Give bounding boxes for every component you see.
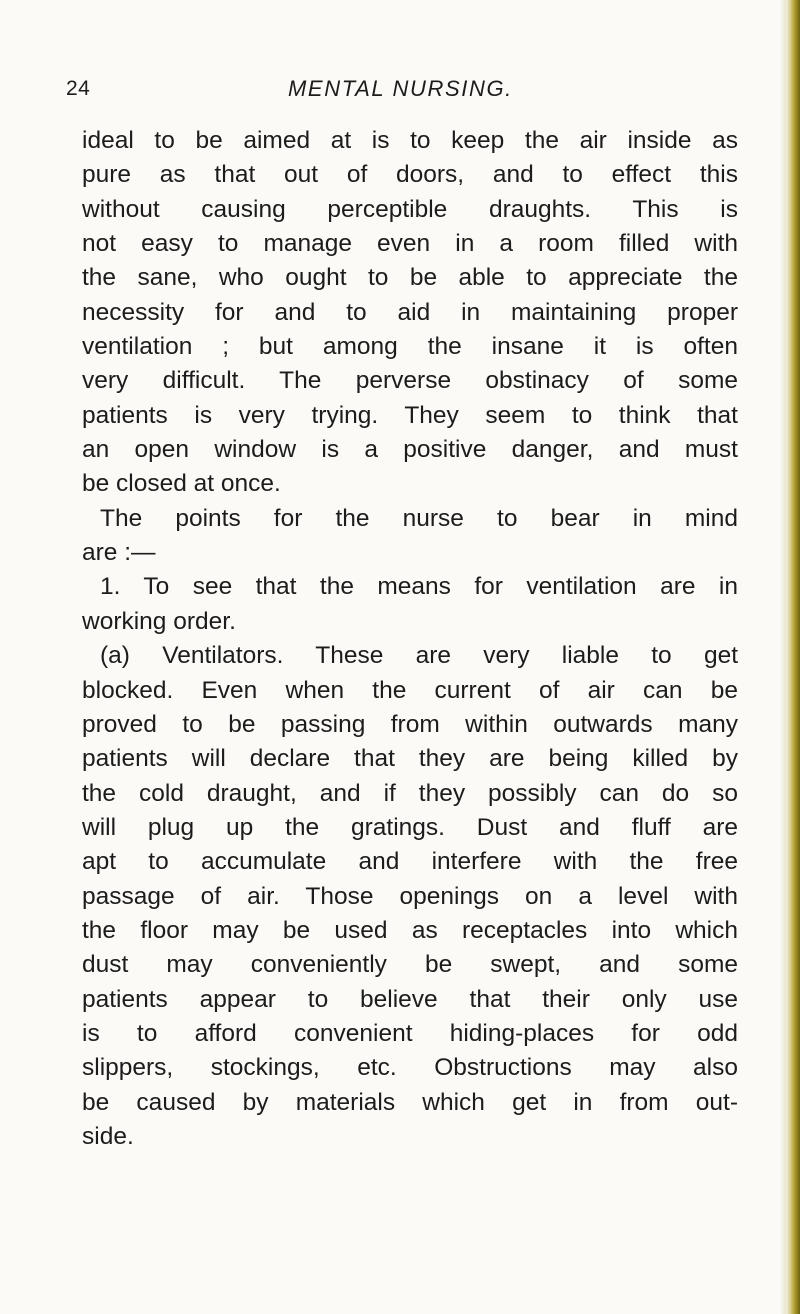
text-line: be closed at once. — [82, 470, 281, 498]
running-head: MENTAL NURSING. — [288, 76, 513, 101]
text-line: ideal to be aimed at is to keep the air inside as — [82, 127, 738, 154]
text-line: (a) Ventilators. These are very liable to get — [100, 642, 738, 670]
page-edge — [786, 0, 800, 1314]
text-line: are :— — [82, 539, 156, 567]
text-line: patients appear to believe that their only use — [82, 985, 738, 1013]
text-line: very difficult. The perverse obstinacy of some — [82, 367, 738, 395]
text-line: The points for the nurse to bear in mind — [100, 504, 738, 532]
page-header — [66, 74, 738, 108]
text-line: working order. — [82, 607, 236, 635]
text-line: slippers, stockings, etc. Obstructions may also — [82, 1054, 738, 1082]
text-line: is to afford convenient hiding-places for odd — [82, 1019, 738, 1047]
text-line: will plug up the gratings. Dust and fluff are — [82, 813, 738, 841]
text-line: patients will declare that they are being killed by — [82, 745, 738, 773]
text-line: apt to accumulate and interfere with the free — [82, 848, 738, 876]
text-line: the floor may be used as receptacles into which — [82, 916, 738, 944]
text-line: dust may conveniently be swept, and some — [82, 951, 738, 979]
text-line: blocked. Even when the current of air can be — [82, 676, 738, 704]
text-line: an open window is a positive danger, and must — [82, 436, 738, 464]
text-line: side. — [82, 1122, 134, 1150]
text-line: the sane, who ought to be able to appreciate the — [82, 264, 738, 292]
text-line: patients is very trying. They seem to think that — [82, 401, 738, 429]
text-line: passage of air. Those openings on a level with — [82, 882, 738, 910]
text-line: ventilation ; but among the insane it is often — [82, 333, 738, 361]
text-line: necessity for and to aid in maintaining proper — [82, 298, 738, 326]
text-line: the cold draught, and if they possibly can do so — [82, 779, 738, 807]
text-line: proved to be passing from within outwards many — [82, 710, 738, 738]
text-line: be caused by materials which get in from out- — [82, 1088, 738, 1116]
text-line: 1. To see that the means for ventilation are in — [100, 573, 738, 601]
text-line: not easy to manage even in a room filled with — [82, 230, 738, 258]
page-number: 24 — [66, 77, 91, 100]
text-line: without causing perceptible draughts. This is — [82, 195, 738, 223]
body-text — [82, 124, 738, 1154]
text-line: pure as that out of doors, and to effect this — [82, 161, 738, 189]
